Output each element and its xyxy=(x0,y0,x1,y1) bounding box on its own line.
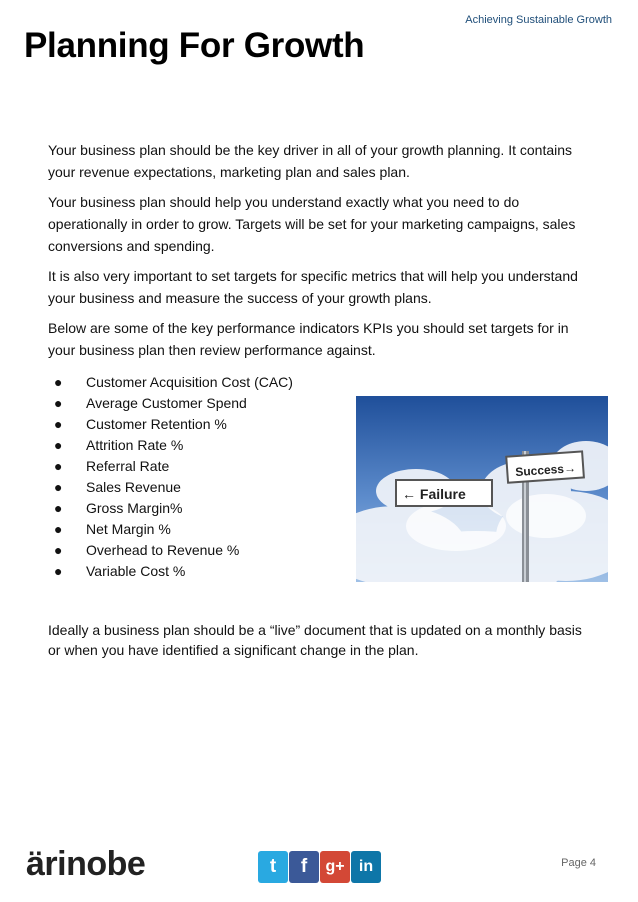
bullet-icon: ● xyxy=(54,521,63,537)
paragraph: Your business plan should be the key driver in all of your growth planning. It contains your revenue expectations, marketing plan and sales plan. xyxy=(48,142,573,180)
bullet-icon: ● xyxy=(54,374,63,390)
header-note: Achieving Sustainable Growth xyxy=(465,14,612,26)
list-item: ● Average Customer Spend xyxy=(54,393,293,414)
failure-sign-text: ← Failure xyxy=(402,486,466,502)
paragraph: It is also very important to set targets for specific metrics that will help you understand your business and measure the success of your growth plans. xyxy=(48,268,578,306)
list-item: ● Attrition Rate % xyxy=(54,435,293,456)
signpost-photo xyxy=(356,396,608,582)
closing-paragraph: Ideally a business plan should be a “live” document that is updated on a monthly basis or when you have identified a significant change in the plan. xyxy=(48,622,582,658)
list-item: ● Referral Rate xyxy=(54,456,293,477)
bullet-icon: ● xyxy=(54,479,63,495)
paragraph: Your business plan should help you understand exactly what you need to do operationally in order to grow. Targets will be set for your marketing campaigns, sales conversions and spending. xyxy=(48,194,576,254)
arinobe-logo: ärinobe xyxy=(26,845,146,883)
list-item: ● Variable Cost % xyxy=(54,561,293,582)
social-icons xyxy=(258,851,382,883)
bullet-icon: ● xyxy=(54,437,63,453)
twitter-icon[interactable]: t xyxy=(258,851,288,883)
paragraph: Below are some of the key performance indicators KPIs you should set targets for in your business plan then review performance against. xyxy=(48,320,569,358)
body-text xyxy=(48,139,588,369)
bullet-icon: ● xyxy=(54,500,63,516)
bullet-icon: ● xyxy=(54,542,63,558)
list-item: ● Net Margin % xyxy=(54,519,293,540)
list-item: ● Customer Acquisition Cost (CAC) xyxy=(54,372,293,393)
bullet-icon: ● xyxy=(54,416,63,432)
google-plus-icon[interactable]: g+ xyxy=(320,851,350,883)
list-item: ● Overhead to Revenue % xyxy=(54,540,293,561)
kpi-list xyxy=(54,372,293,582)
list-item: ● Gross Margin% xyxy=(54,498,293,519)
list-item: ● Sales Revenue xyxy=(54,477,293,498)
list-item: ● Customer Retention % xyxy=(54,414,293,435)
linkedin-icon[interactable]: in xyxy=(351,851,381,883)
success-sign-text: Success→ xyxy=(514,460,577,480)
facebook-icon[interactable]: f xyxy=(289,851,319,883)
bullet-icon: ● xyxy=(54,458,63,474)
page-title: Planning For Growth xyxy=(24,26,365,65)
page-number: Page 4 xyxy=(561,857,596,869)
bullet-icon: ● xyxy=(54,563,63,579)
bullet-icon: ● xyxy=(54,395,63,411)
